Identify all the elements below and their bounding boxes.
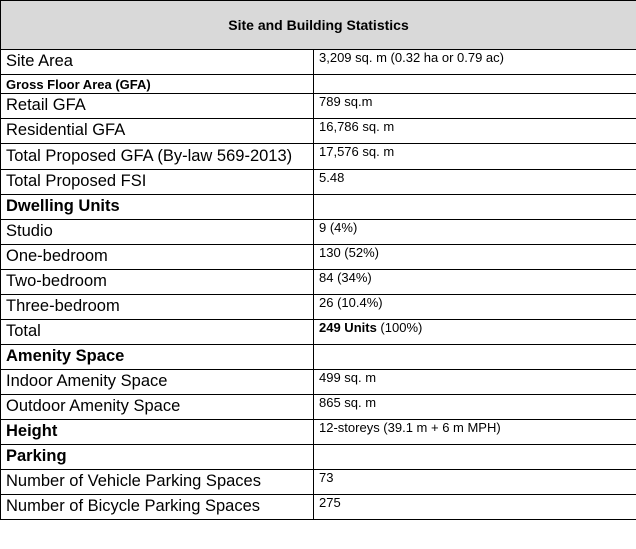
row-label-residential-gfa: Residential GFA [1,119,314,144]
section-label-parking: Parking [1,445,314,470]
table-row [1,370,636,395]
row-value-fsi: 5.48 [314,170,636,195]
row-label-fsi: Total Proposed FSI [1,170,314,195]
table-row [1,144,636,170]
table-section-row [1,345,636,370]
table-row [1,119,636,144]
table-row [1,495,636,520]
table-row [1,320,636,345]
table-row [1,170,636,195]
row-value-total-gfa: 17,576 sq. m [314,144,636,170]
section-label-amenity-space: Amenity Space [1,345,314,370]
row-value-outdoor-amenity: 865 sq. m [314,395,636,420]
table-section-row [1,420,636,445]
row-label-total-gfa: Total Proposed GFA (By-law 569-2013) [1,144,314,170]
row-label-total-units: Total [1,320,314,345]
table-title-row [1,1,636,50]
total-units-percent: (100%) [376,320,423,335]
row-label-vehicle-parking: Number of Vehicle Parking Spaces [1,470,314,495]
row-label-studio: Studio [1,220,314,245]
section-label-gfa: Gross Floor Area (GFA) [1,75,314,94]
row-label-site-area: Site Area [1,50,314,75]
row-value-site-area: 3,209 sq. m (0.32 ha or 0.79 ac) [314,50,636,75]
row-label-indoor-amenity: Indoor Amenity Space [1,370,314,395]
row-value-height: 12-storeys (39.1 m + 6 m MPH) [314,420,636,445]
table-row [1,395,636,420]
row-value-bicycle-parking: 275 [314,495,636,520]
section-label-dwelling-units: Dwelling Units [1,195,314,220]
table-row [1,220,636,245]
row-label-two-bedroom: Two-bedroom [1,270,314,295]
table-section-row [1,75,636,94]
row-value-one-bedroom: 130 (52%) [314,245,636,270]
section-value-dwelling-units [314,195,636,220]
total-units-bold: 249 Units [319,320,377,335]
row-value-vehicle-parking: 73 [314,470,636,495]
table-row [1,50,636,75]
row-label-outdoor-amenity: Outdoor Amenity Space [1,395,314,420]
section-value-amenity-space [314,345,636,370]
row-value-indoor-amenity: 499 sq. m [314,370,636,395]
table-row [1,470,636,495]
table-row [1,295,636,320]
table-row [1,245,636,270]
section-value-parking [314,445,636,470]
row-label-three-bedroom: Three-bedroom [1,295,314,320]
row-value-three-bedroom: 26 (10.4%) [314,295,636,320]
row-label-retail-gfa: Retail GFA [1,94,314,119]
table-section-row [1,195,636,220]
section-value-gfa [314,75,636,94]
row-value-studio: 9 (4%) [314,220,636,245]
table-section-row [1,445,636,470]
row-value-two-bedroom: 84 (34%) [314,270,636,295]
row-value-retail-gfa: 789 sq.m [314,94,636,119]
table-row [1,94,636,119]
row-label-bicycle-parking: Number of Bicycle Parking Spaces [1,495,314,520]
row-label-one-bedroom: One-bedroom [1,245,314,270]
table-title: Site and Building Statistics [1,1,636,50]
section-label-height: Height [1,420,314,445]
row-value-total-units [314,320,636,345]
row-value-residential-gfa: 16,786 sq. m [314,119,636,144]
table-row [1,270,636,295]
